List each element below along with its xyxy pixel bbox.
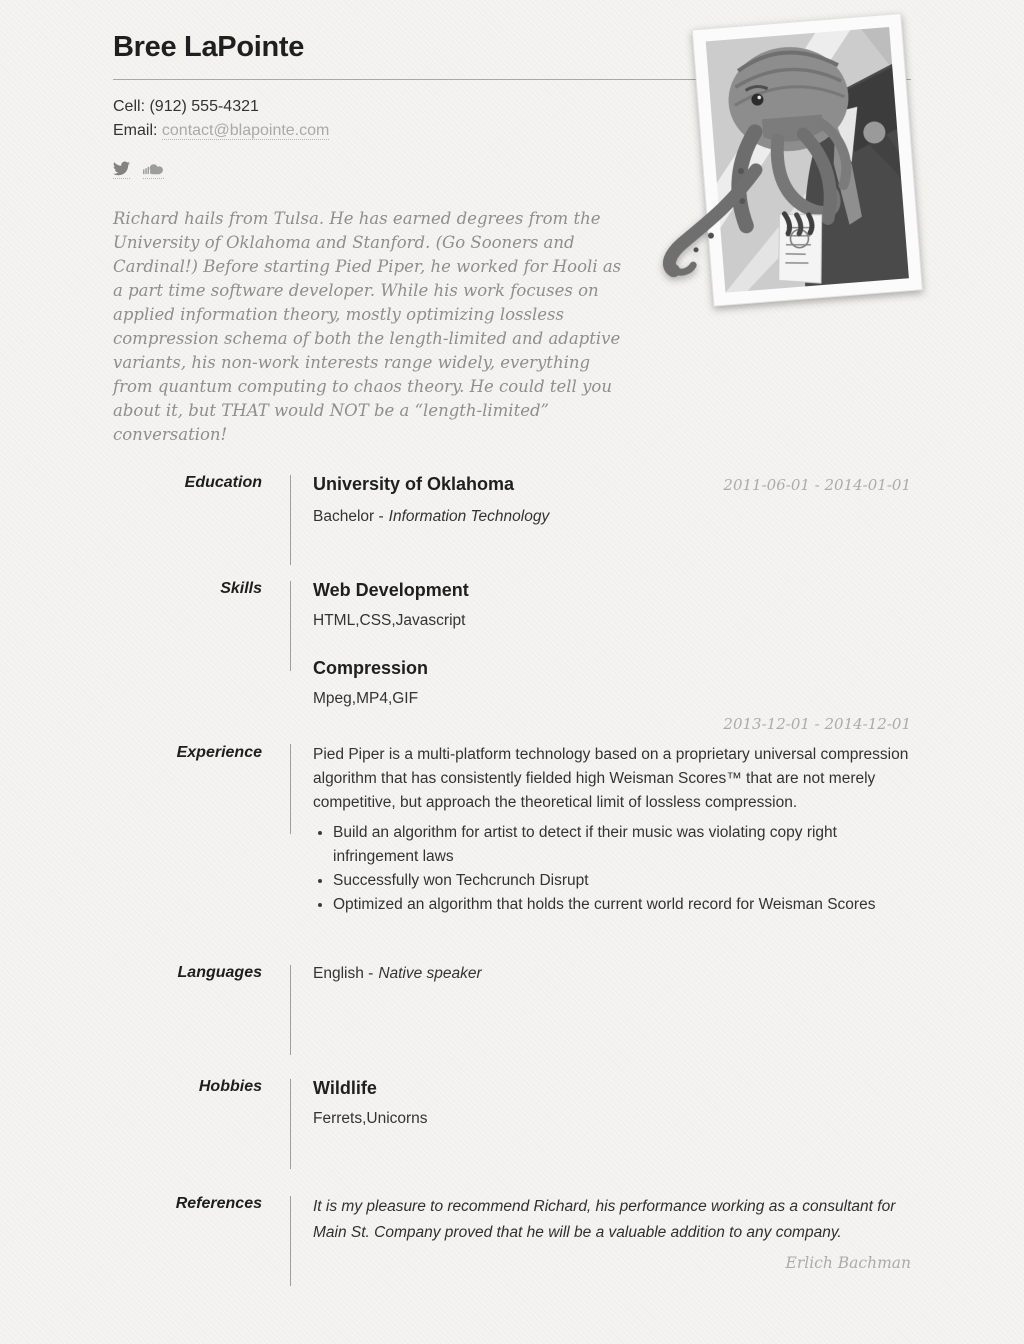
section-divider-line <box>290 1196 291 1286</box>
cthulhu-illustration <box>706 27 909 293</box>
section-references <box>113 1194 911 1294</box>
experience-highlights <box>313 821 911 917</box>
highlight-item: • Optimized an algorithm that holds the current world record for Weisman Scores <box>333 893 911 917</box>
section-label-languages: Languages <box>177 964 262 981</box>
email-link[interactable]: contact@blapointe.com <box>161 122 330 139</box>
language-fluency: Native speaker <box>378 965 482 982</box>
skill-name: Compression <box>313 658 429 678</box>
skill-keywords: Mpeg,MP4,GIF <box>313 690 419 707</box>
section-education <box>113 473 911 579</box>
profile-photo <box>635 5 969 340</box>
section-divider-line <box>290 965 291 1055</box>
skill-entry <box>313 579 911 631</box>
degree: Bachelor - <box>313 508 384 525</box>
reference-quote: It is my pleasure to recommend Richard, his performance working as a consultant for Main St. Company proved that he will be a valuable addition to any company. <box>313 1198 896 1241</box>
experience-dates: 2013-12-01 - 2014-12-01 <box>723 715 911 733</box>
hobby-name: Wildlife <box>313 1078 377 1098</box>
reference-name: Erlich Bachman <box>785 1254 911 1272</box>
section-label-hobbies: Hobbies <box>198 1078 262 1095</box>
section-hobbies <box>113 1077 911 1194</box>
resume-page <box>113 0 911 1294</box>
section-label-skills: Skills <box>220 580 262 597</box>
cell-label: Cell: <box>113 98 146 115</box>
section-skills <box>113 579 911 712</box>
education-degree-line <box>313 507 911 527</box>
twitter-icon <box>113 161 130 176</box>
hobby-keywords: Ferrets,Unicorns <box>313 1110 428 1127</box>
section-divider-line <box>290 475 291 565</box>
education-institution: University of Oklahoma <box>313 474 515 494</box>
cell-value: (912) 555-4321 <box>149 98 259 115</box>
section-experience <box>113 712 911 963</box>
section-label-education: Education <box>184 474 262 491</box>
page-title: Bree LaPointe <box>113 31 305 63</box>
highlight-item: • Build an algorithm for artist to detect if their music was violating copy right infringement laws <box>333 821 911 869</box>
skill-keywords: HTML,CSS,Javascript <box>313 612 466 629</box>
soundcloud-icon <box>143 161 164 176</box>
section-divider-line <box>290 581 291 671</box>
highlight-item: • Successfully won Techcrunch Disrupt <box>333 869 911 893</box>
section-divider-line <box>290 1079 291 1169</box>
twitter-link[interactable] <box>113 161 130 179</box>
skill-name: Web Development <box>313 580 469 600</box>
section-label-references: References <box>175 1195 262 1212</box>
experience-summary: Pied Piper is a multi-platform technology based on a proprietary universal compression algorithm that has consistently fielded high Weisman Scores™ that are not merely competitive, but approach the theoretical limit of lossless compression. <box>313 746 909 811</box>
education-dates: 2011-06-01 - 2014-01-01 <box>723 476 911 494</box>
language-name: English - <box>313 965 374 982</box>
bio-paragraph: Richard hails from Tulsa. He has earned degrees from the University of Oklahoma and Stanford. (Go Sooners and Cardinal!) Before starting Pied Piper, he worked for Hooli as a part time software developer. While his work focuses on applied information theory, mostly optimizing lossless compression schema of both the length-limited and adaptive variants, his non-work interests range widely, everything from quantum computing to chaos theory. He could tell you about it, but THAT would NOT be a “length-limited” conversation! <box>113 209 622 444</box>
section-divider-line <box>290 744 291 834</box>
skill-entry <box>313 657 911 709</box>
section-label-experience: Experience <box>176 744 262 761</box>
email-label: Email: <box>113 122 158 139</box>
language-line <box>313 963 911 985</box>
section-languages <box>113 963 911 1077</box>
resume-sections <box>113 473 911 1294</box>
soundcloud-link[interactable] <box>143 161 164 179</box>
degree-field: Information Technology <box>388 508 550 525</box>
